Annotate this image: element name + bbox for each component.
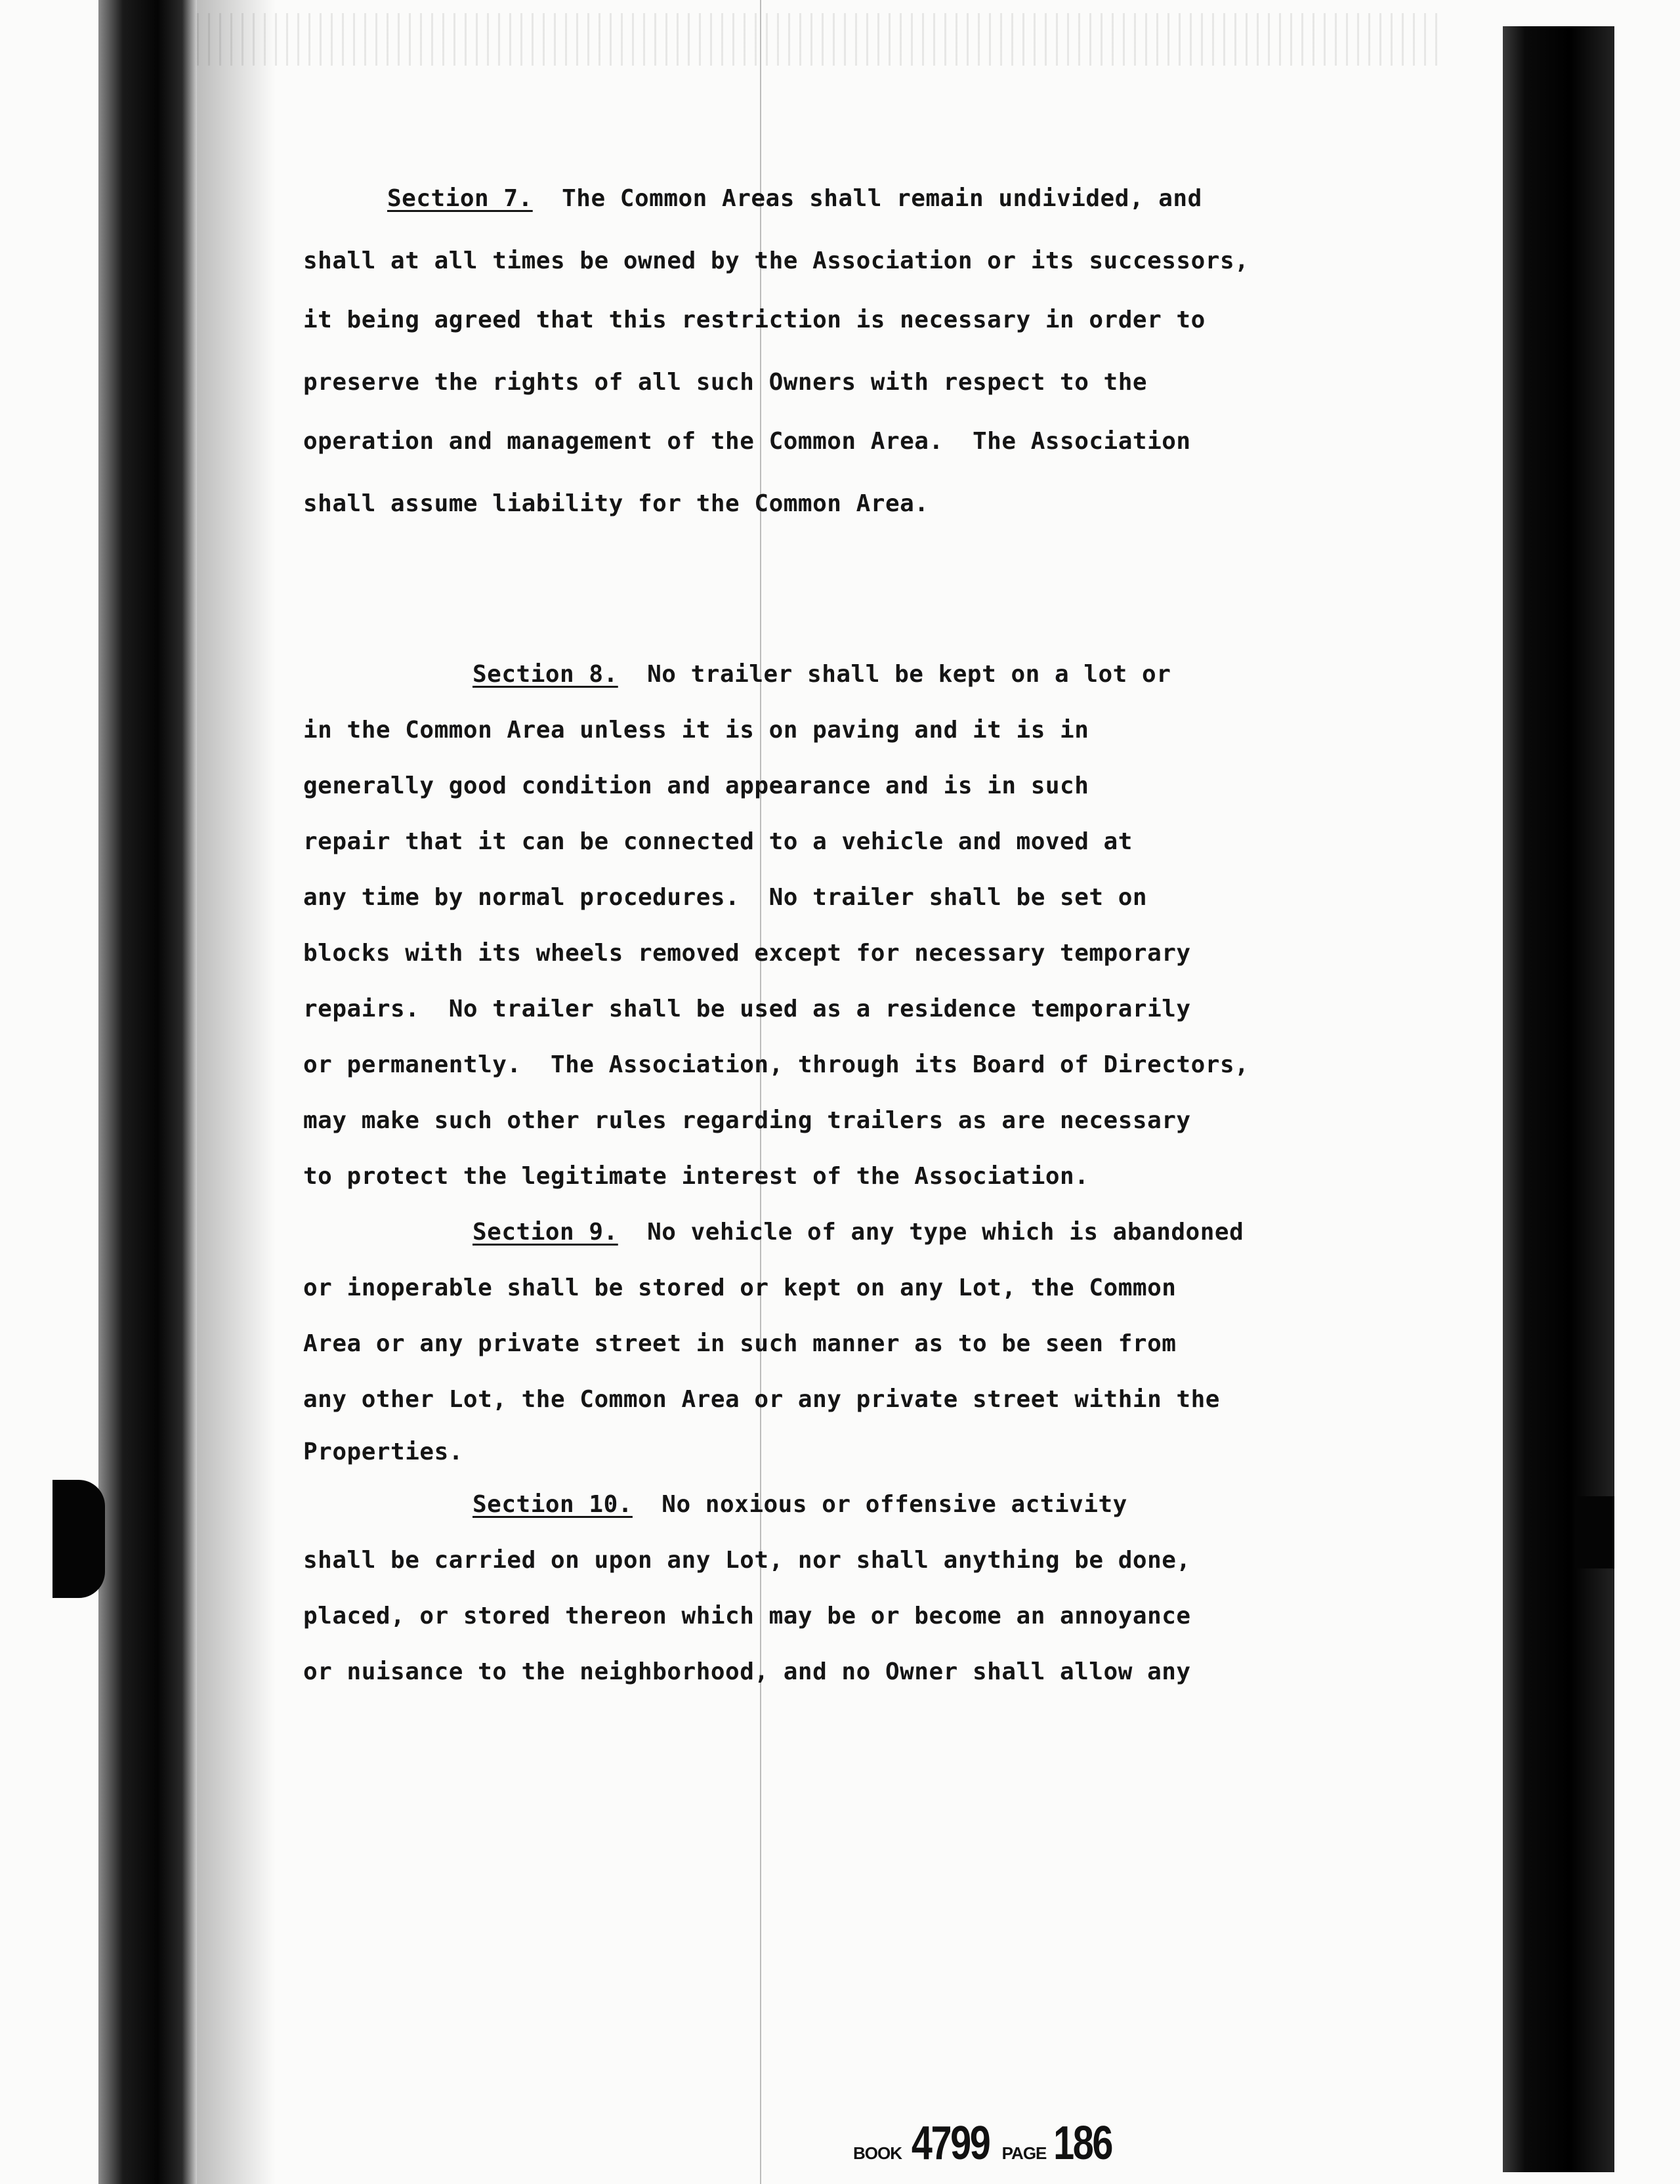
section-8-line-1: No trailer shall be kept on a lot or: [647, 661, 1171, 688]
section-8-heading: Section 8.: [472, 661, 618, 688]
scan-edge-left: [98, 0, 197, 2184]
section-10-first-line: [472, 1493, 1127, 1517]
section-7-line-4: preserve the rights of all such Owners with respect to the: [303, 369, 1148, 396]
section-8-line-8: or permanently. The Association, through its Board of Directors,: [303, 1051, 1250, 1078]
section-8-line-9: may make such other rules regarding trailers as are necessary: [303, 1107, 1191, 1134]
page-number: 186: [1053, 2117, 1112, 2170]
book-label: BOOK: [853, 2143, 902, 2163]
section-8-line-3: generally good condition and appearance and is in such: [303, 772, 1089, 799]
binder-clip-left: [52, 1480, 105, 1598]
section-10-line-3: placed, or stored thereon which may be or become an annoyance: [303, 1603, 1191, 1629]
book-number: 4799: [911, 2117, 990, 2170]
book-page-stamp: [853, 2116, 1120, 2170]
section-10-heading: Section 10.: [472, 1491, 633, 1518]
section-9-first-line: [472, 1221, 1244, 1244]
section-9-line-5: Properties.: [303, 1438, 463, 1465]
scan-noise: [197, 13, 1444, 66]
section-9-line-1: No vehicle of any type which is abandoned: [647, 1219, 1244, 1246]
section-9-line-4: any other Lot, the Common Area or any private street within the: [303, 1386, 1220, 1413]
section-10-line-4: or nuisance to the neighborhood, and no Owner shall allow any: [303, 1658, 1191, 1685]
section-8-line-5: any time by normal procedures. No trailer shall be set on: [303, 884, 1148, 911]
section-7-line-3: it being agreed that this restriction is necessary in order to: [303, 306, 1206, 333]
scan-edge-left-shadow: [197, 0, 276, 2184]
section-9-line-3: Area or any private street in such manner as to be seen from: [303, 1330, 1177, 1357]
binder-clip-right: [1575, 1496, 1614, 1568]
section-8-line-10: to protect the legitimate interest of the Association.: [303, 1163, 1089, 1190]
section-8-line-4: repair that it can be connected to a vehicle and moved at: [303, 828, 1133, 855]
section-8-line-7: repairs. No trailer shall be used as a residence temporarily: [303, 996, 1191, 1022]
section-7-first-line: [387, 187, 1202, 211]
section-8-first-line: [472, 663, 1171, 686]
section-10-line-1: No noxious or offensive activity: [662, 1491, 1127, 1518]
section-8-line-2: in the Common Area unless it is on paving and it is in: [303, 717, 1089, 744]
section-7-line-6: shall assume liability for the Common Area.: [303, 490, 929, 517]
page-label: PAGE: [1001, 2143, 1047, 2163]
section-9-heading: Section 9.: [472, 1219, 618, 1246]
scan-edge-right: [1503, 26, 1614, 2172]
section-8-line-6: blocks with its wheels removed except for necessary temporary: [303, 940, 1191, 967]
section-7-line-2: shall at all times be owned by the Association or its successors,: [303, 247, 1250, 274]
section-7-heading: Section 7.: [387, 185, 533, 212]
section-7-line-1: The Common Areas shall remain undivided, and: [562, 185, 1202, 212]
section-9-line-2: or inoperable shall be stored or kept on any Lot, the Common: [303, 1274, 1177, 1301]
section-10-line-2: shall be carried on upon any Lot, nor shall anything be done,: [303, 1547, 1191, 1574]
section-7-line-5: operation and management of the Common Area. The Association: [303, 428, 1191, 455]
